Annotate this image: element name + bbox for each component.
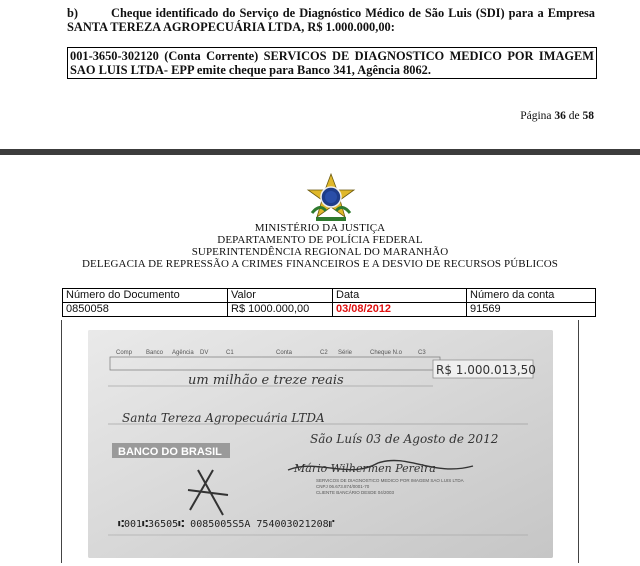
- page-separator: [0, 149, 640, 155]
- svg-text:SERVICOS DE DIAGNOSTICO MEDICO: SERVICOS DE DIAGNOSTICO MEDICO POR IMAGEM SAO LUIS LTDA: [316, 478, 464, 483]
- paragraph-label: b): [67, 6, 79, 20]
- svg-text:DV: DV: [200, 350, 209, 356]
- page-number: Página 36 de 58: [520, 110, 594, 122]
- svg-text:Série: Série: [338, 350, 353, 356]
- bank-name: BANCO DO BRASIL: [118, 446, 222, 458]
- svg-text:Agência: Agência: [172, 350, 194, 356]
- cheque-payee: Santa Tereza Agropecuária LTDA: [122, 411, 325, 425]
- account-box: 001-3650-302120 (Conta Corrente) SERVICOS DE DIAGNOSTICO MEDICO POR IMAGEM SAO LUIS LTDA- EPP emite cheque para Banco 341, Agência 8062.: [67, 47, 597, 79]
- cheque-amount: R$ 1.000.013,50: [436, 363, 536, 377]
- svg-text:CLIENTE BANCÁRIO DESDE 04/2003: CLIENTE BANCÁRIO DESDE 04/2003: [316, 490, 395, 495]
- page-total: 58: [582, 110, 594, 122]
- svg-text:C3: C3: [418, 350, 426, 356]
- table-row: 0850058 R$ 1000.000,00 03/08/2012 91569: [63, 303, 596, 317]
- page-current: 36: [554, 110, 566, 122]
- cheque-image: [88, 330, 553, 558]
- signature: Mário Wilhermen Pereira: [294, 462, 436, 475]
- date-cell: 03/08/2012: [333, 303, 467, 317]
- table-header-row: Número do Documento Valor Data Número da conta: [63, 289, 596, 303]
- svg-text:Cheque N.o: Cheque N.o: [370, 350, 403, 356]
- cheque-amount-words: um milhão e treze reais: [188, 373, 344, 388]
- paragraph-text: Cheque identificado do Serviço de Diagnóstico Médico de São Luis (SDI) para a Empresa SANTA TEREZA AGROPECUÁRIA LTDA, R$ 1.000.000,00:: [67, 6, 595, 34]
- svg-text:Banco: Banco: [146, 350, 164, 356]
- cheque-place-date: São Luís 03 de Agosto de 2012: [310, 432, 499, 446]
- svg-text:Conta: Conta: [276, 350, 293, 356]
- cheque-label-comp: Comp: [116, 350, 133, 356]
- svg-text:C1: C1: [226, 350, 234, 356]
- document-table: [62, 288, 596, 317]
- micr-line: ⑆001⑆36505⑆ 0085005S5A 754003021208⑈: [118, 519, 335, 530]
- svg-text:C2: C2: [320, 350, 328, 356]
- coat-of-arms-icon: [306, 173, 356, 223]
- letterhead: MINISTÉRIO DA JUSTIÇA DEPARTAMENTO DE POLÍCIA FEDERAL SUPERINTENDÊNCIA REGIONAL DO MARANHÃO DELEGACIA DE REPRESSÃO A CRIMES FINANCEIROS E A DESVIO DE RECURSOS PÚBLICOS: [82, 222, 558, 270]
- paragraph-b: [67, 6, 595, 34]
- svg-text:CNPJ 06.673.874/0001-70: CNPJ 06.673.874/0001-70: [316, 484, 370, 489]
